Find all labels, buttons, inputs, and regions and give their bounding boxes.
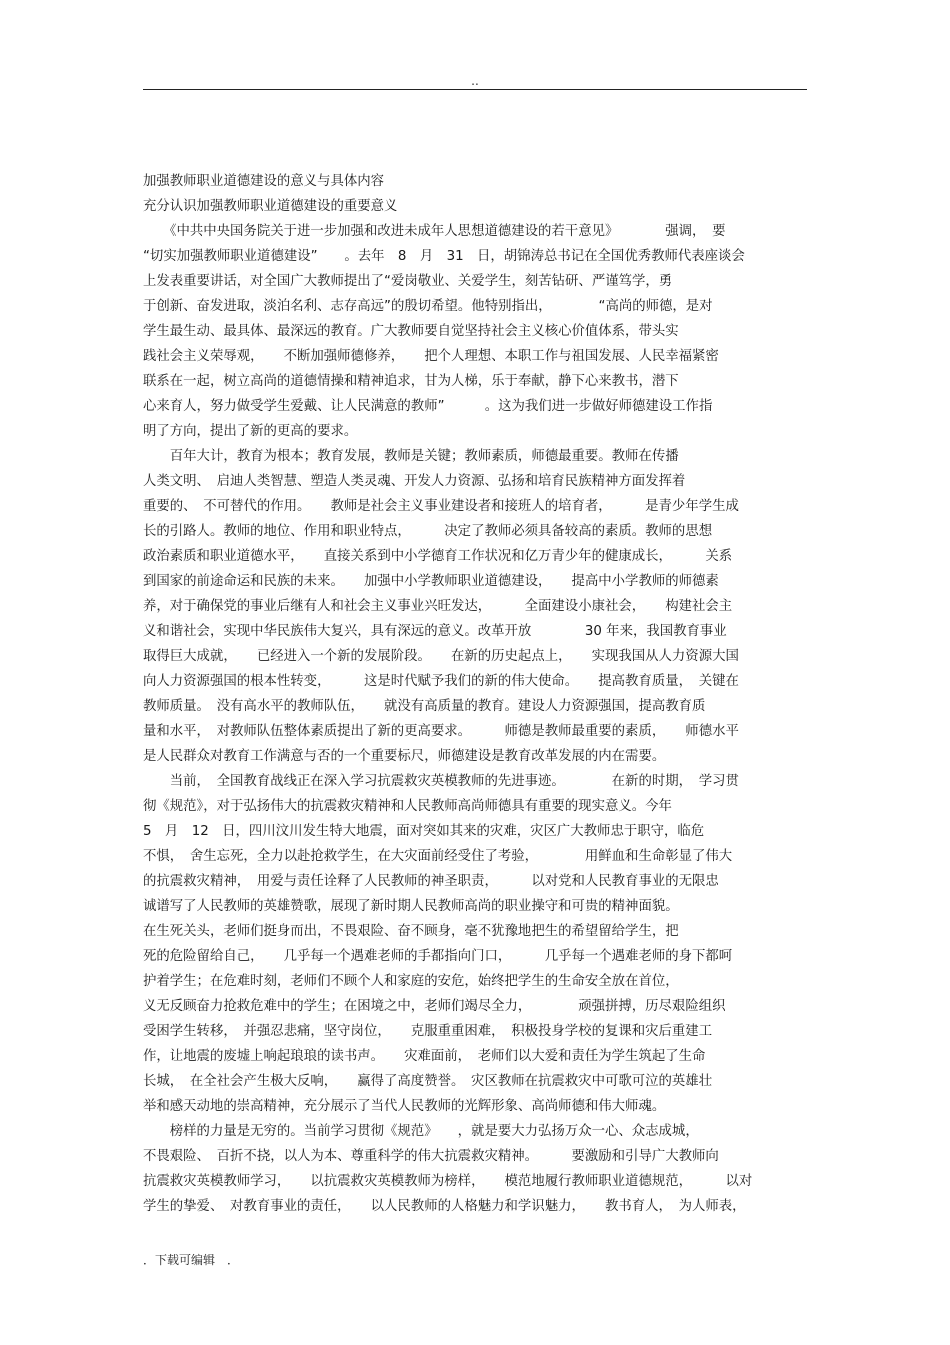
- text-line: 5 月 12 日，四川汶川发生特大地震，面对突如其来的灾难，灾区广大教师忠于职守，临危: [143, 824, 705, 839]
- text-line: 义无反顾奋力抢救危难中的学生；在困境之中，老师们竭尽全力， 顽强拼搏，历尽艰险组织: [143, 999, 726, 1014]
- header-rule: [143, 89, 807, 90]
- text-line: 抗震救灾英模教师学习， 以抗震救灾英模教师为榜样， 模范地履行教师职业道德规范， 以对: [143, 1174, 753, 1189]
- text-line: 的抗震救灾精神， 用爱与责任诠释了人民教师的神圣职责， 以对党和人民教育事业的无限忠: [143, 874, 719, 889]
- text-line: 《中共中央国务院关于进一步加强和改进未成年人思想道德建设的若干意见》 强调， 要: [143, 224, 726, 239]
- text-line: 受困学生转移， 并强忍悲痛，坚守岗位， 克服重重困难， 积极投身学校的复课和灾后重建工: [143, 1024, 713, 1039]
- text-line: 量和水平， 对教师队伍整体素质提出了新的更高要求。 师德是教师最重要的素质， 师德水平: [143, 724, 739, 739]
- text-line: 重要的、 不可替代的作用。 教师是社会主义事业建设者和接班人的培育者， 是青少年学生成: [143, 499, 739, 514]
- text-line: 政治素质和职业道德水平， 直接关系到中小学德育工作状况和亿万青少年的健康成长， 关系: [143, 549, 733, 564]
- text-line: 上发表重要讲话，对全国广大教师提出了“爱岗敬业、关爱学生，刻苦钻研、严谨笃学，勇: [143, 274, 673, 289]
- text-line: 当前， 全国教育战线正在深入学习抗震救灾英模教师的先进事迹。 在新的时期， 学习贯: [143, 774, 739, 789]
- text-line: 人类文明、 启迪人类智慧、塑造人类灵魂、开发人力资源、弘扬和培育民族精神方面发挥着: [143, 474, 686, 489]
- text-line: 于创新、奋发进取，淡泊名利、志存高远”的殷切希望。他特别指出， “高尚的师德，是对: [143, 299, 713, 314]
- text-line: 取得巨大成就， 已经进入一个新的发展阶段。 在新的历史起点上， 实现我国从人力资源大国: [143, 649, 739, 664]
- text-line: 作，让地震的废墟上响起琅琅的读书声。 灾难面前， 老师们以大爱和责任为学生筑起了生命: [143, 1049, 706, 1064]
- text-line: “切实加强教师职业道德建设” 。去年 8 月 31 日，胡锦涛总书记在全国优秀教师代表座谈会: [143, 249, 745, 264]
- text-line: 心来育人，努力做受学生爱戴、让人民满意的教师” 。这为我们进一步做好师德建设工作指: [143, 399, 713, 414]
- text-line: 养，对于确保党的事业后继有人和社会主义事业兴旺发达， 全面建设小康社会， 构建社会主: [143, 599, 733, 614]
- text-line: 长的引路人。教师的地位、作用和职业特点， 决定了教师必须具备较高的素质。教师的思想: [143, 524, 713, 539]
- document-title: 加强教师职业道德建设的意义与具体内容: [143, 174, 385, 189]
- text-line: 到国家的前途命运和民族的未来。 加强中小学教师职业道德建设， 提高中小学教师的师德素: [143, 574, 719, 589]
- text-line: 诚谱写了人民教师的英雄赞歌，展现了新时期人民教师高尚的职业操守和可贵的精神面貌。: [143, 899, 679, 914]
- text-line: 学生的挚爱、 对教育事业的责任， 以人民教师的人格魅力和学识魅力， 教书育人， 为人师表，: [143, 1199, 746, 1214]
- text-line: 践社会主义荣辱观， 不断加强师德修养， 把个人理想、本职工作与祖国发展、人民幸福紧密: [143, 349, 719, 364]
- text-line: 明了方向，提出了新的更高的要求。: [143, 424, 358, 439]
- text-line: 在生死关头，老师们挺身而出，不畏艰险、奋不顾身，毫不犹豫地把生的希望留给学生，把: [143, 924, 679, 939]
- footer-note: ．下载可编辑 ．: [143, 1253, 240, 1267]
- document-body: [143, 169, 807, 1219]
- section-heading: 充分认识加强教师职业道德建设的重要意义: [143, 199, 398, 214]
- text-line: 教师质量。 没有高水平的教师队伍， 就没有高质量的教育。建设人力资源强国，提高教育质: [143, 699, 706, 714]
- text-line: 彻《规范》，对于弘扬伟大的抗震救灾精神和人民教师高尚师德具有重要的现实意义。今年: [143, 799, 672, 814]
- text-line: 联系在一起，树立高尚的道德情操和精神追求，甘为人梯，乐于奉献，静下心来教书，潜下: [143, 374, 679, 389]
- text-line: 榜样的力量是无穷的。当前学习贯彻《规范》 ，就是要大力弘扬万众一心、众志成城，: [143, 1124, 699, 1139]
- text-line: 学生最生动、最具体、最深远的教育。广大教师要自觉坚持社会主义核心价值体系，带头实: [143, 324, 679, 339]
- text-line: 是人民群众对教育工作满意与否的一个重要标尺，师德建设是教育改革发展的内在需要。: [143, 749, 666, 764]
- text-line: 长城， 在全社会产生极大反响， 赢得了高度赞誉。 灾区教师在抗震救灾中可歌可泣的英雄壮: [143, 1074, 713, 1089]
- text-line: 护着学生；在危难时刻，老师们不顾个人和家庭的安危，始终把学生的生命安全放在首位，: [143, 974, 679, 989]
- header-marker: ..: [471, 74, 479, 88]
- text-line: 百年大计，教育为根本；教育发展，教师是关键；教师素质，师德最重要。教师在传播: [143, 449, 679, 464]
- text-line: 义和谐社会，实现中华民族伟大复兴，具有深远的意义。改革开放 30 年来，我国教育事业: [143, 624, 727, 639]
- text-line: 不畏艰险、 百折不挠，以人为本、尊重科学的伟大抗震救灾精神。 要激励和引导广大教师向: [143, 1149, 719, 1164]
- text-line: 向人力资源强国的根本性转变， 这是时代赋予我们的新的伟大使命。 提高教育质量， 关键在: [143, 674, 739, 689]
- text-line: 举和感天动地的崇高精神，充分展示了当代人民教师的光辉形象、高尚师德和伟大师魂。: [143, 1099, 666, 1114]
- text-line: 不惧， 舍生忘死，全力以赴抢救学生，在大灾面前经受住了考验， 用鲜血和生命彰显了伟大: [143, 849, 733, 864]
- text-line: 死的危险留给自己， 几乎每一个遇难老师的手都指向门口， 几乎每一个遇难老师的身下都呵: [143, 949, 733, 964]
